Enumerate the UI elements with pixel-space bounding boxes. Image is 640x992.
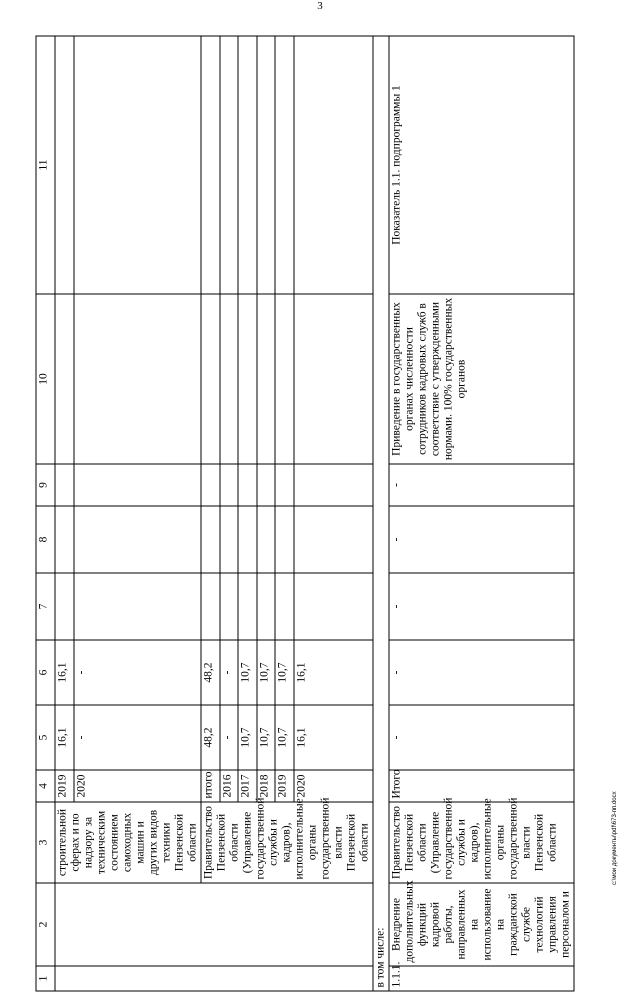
value-cell: 48,2: [201, 640, 220, 705]
in-total-label: в том числе:: [373, 36, 389, 991]
file-path-footer: c:\мои документы\pdf\673-пп.docx: [612, 791, 618, 885]
block1-executor: строительной сферах и по надзору за техническим состоянием самоходных машин и других видов техники Пензенской области: [55, 802, 201, 883]
value-cell: 10,7: [275, 640, 294, 705]
header-col-8: 8: [36, 506, 55, 573]
value-cell: 48,2: [201, 705, 220, 770]
value-cell: 10,7: [238, 705, 257, 770]
table-row: [373, 36, 389, 991]
header-col-3: 3: [36, 802, 55, 883]
value-cell: 16,1: [55, 640, 74, 705]
header-col-7: 7: [36, 573, 55, 640]
value-cell: -: [74, 640, 201, 705]
value-cell: -: [389, 464, 574, 506]
executor: Правительство Пензенской области (Управление государственной службы и кадров), исполнительные органы государственной власти Пензенской области: [389, 802, 574, 883]
measure-name: Внедрение дополнительных функций кадровой работы, направленных на использование на гражданской службе технологий управления персоналом и: [389, 883, 574, 966]
block2-executor: Правительство Пензенской области (Управление государственной службы и кадров), исполнительные органы государственной власти Пензенской области: [201, 802, 373, 883]
value-cell: -: [220, 640, 239, 705]
value-cell: 16,1: [55, 705, 74, 770]
page-number: 3: [317, 0, 323, 12]
value-cell: -: [389, 573, 574, 640]
value-cell: -: [74, 705, 201, 770]
header-col-2: 2: [36, 883, 55, 966]
year-cell: 2020: [74, 770, 201, 802]
rotated-table-container: [36, 85, 572, 992]
row-number: 1.1.1.: [389, 966, 574, 991]
value-cell: -: [389, 705, 574, 770]
year-cell: 2017: [238, 770, 257, 802]
value-cell: -: [389, 506, 574, 573]
header-col-6: 6: [36, 640, 55, 705]
year-cell: 2019: [55, 770, 74, 802]
header-col-9: 9: [36, 464, 55, 506]
header-col-5: 5: [36, 705, 55, 770]
value-cell: 10,7: [257, 640, 276, 705]
year-cell: 2016: [220, 770, 239, 802]
value-cell: -: [220, 705, 239, 770]
value-cell: 16,1: [294, 640, 374, 705]
value-cell: 16,1: [294, 705, 374, 770]
result-text: Приведение в государственных органах численности сотрудников кадровых служб в соответствие с утвержденными нормами. 100% государственных органов: [389, 294, 574, 464]
program-table: [36, 36, 575, 992]
value-cell: 10,7: [257, 705, 276, 770]
header-row: [36, 36, 55, 991]
table-row: [201, 36, 220, 991]
header-col-10: 10: [36, 294, 55, 464]
year-cell: итого: [201, 770, 220, 802]
value-cell: 10,7: [238, 640, 257, 705]
year-cell: Итого: [389, 770, 574, 802]
table-row: [389, 36, 574, 991]
year-cell: 2019: [275, 770, 294, 802]
header-col-1: 1: [36, 966, 55, 991]
year-cell: 2018: [257, 770, 276, 802]
header-col-4: 4: [36, 770, 55, 802]
table-row: [55, 36, 74, 991]
value-cell: 10,7: [275, 705, 294, 770]
year-cell: 2020: [294, 770, 374, 802]
indicator-text: Показатель 1.1. подпрограммы 1: [389, 36, 574, 294]
header-col-11: 11: [36, 36, 55, 294]
value-cell: -: [389, 640, 574, 705]
